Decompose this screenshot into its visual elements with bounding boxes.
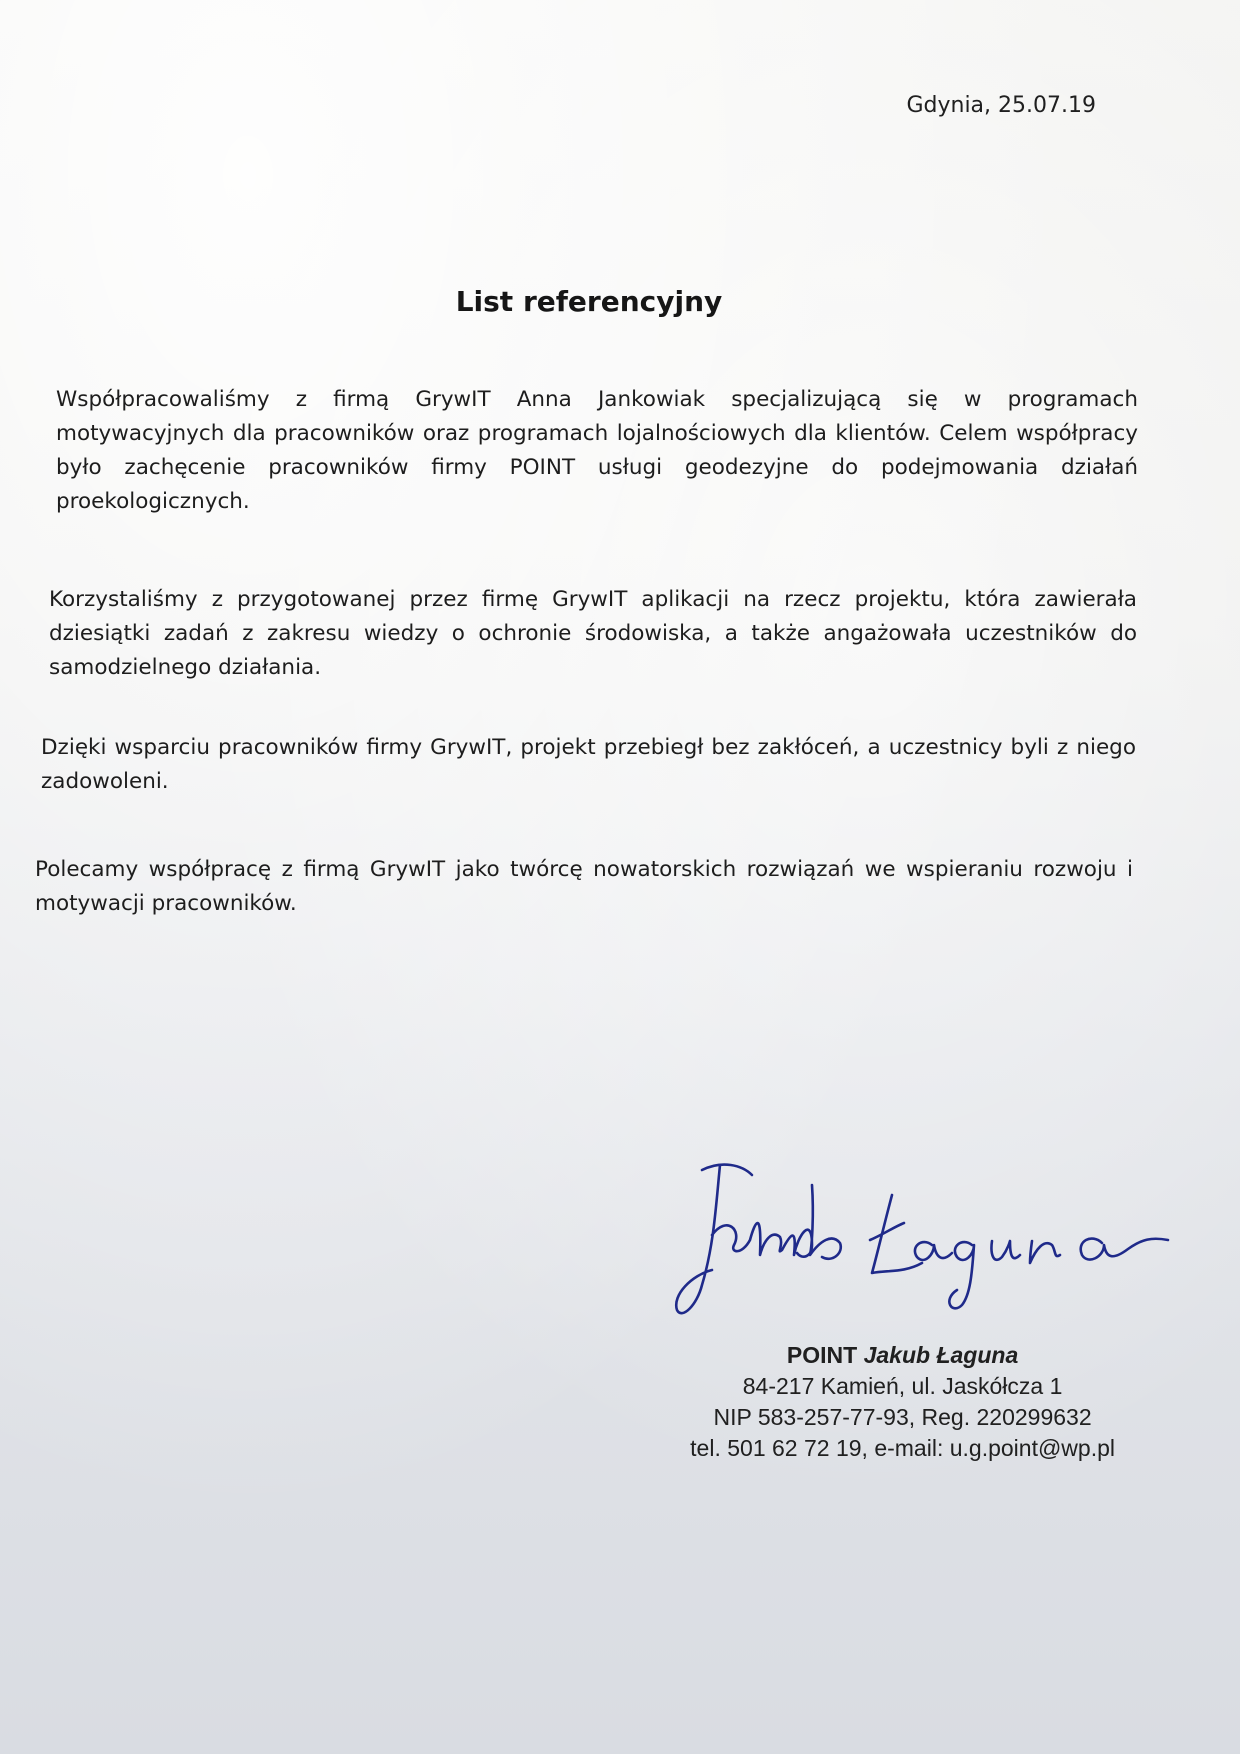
handwritten-signature — [672, 1145, 1172, 1325]
signer-block — [690, 1340, 1115, 1464]
paragraph-3: Dzięki wsparciu pracowników firmy GrywIT, projekt przebiegł bez zakłóceń, a uczestnicy byli z niego zadowoleni. — [41, 735, 1136, 794]
letter-date: Gdynia, 25.07.19 — [906, 93, 1096, 118]
paragraph-2: Korzystaliśmy z przygotowanej przez firmę GrywIT aplikacji na rzecz projektu, która zawierała dziesiątki zadań z zakresu wiedzy o ochronie środowiska, a także angażowała uczestników do samodzielnego działania. — [49, 587, 1137, 680]
signer-registration: NIP 583-257-77-93, Reg. 220299632 — [713, 1404, 1092, 1430]
letter-title: List referencyjny — [455, 285, 723, 318]
signer-person: Jakub Łaguna — [863, 1342, 1019, 1368]
signer-company: POINT — [786, 1342, 864, 1368]
paragraph-4: Polecamy współpracę z firmą GrywIT jako twórcę nowatorskich rozwiązań we wspieraniu rozwoju i motywacji pracowników. — [35, 857, 1133, 916]
signer-name-line — [690, 1340, 1115, 1371]
signer-address: 84-217 Kamień, ul. Jaskółcza 1 — [742, 1373, 1063, 1399]
signer-contact: tel. 501 62 72 19, e-mail: u.g.point@wp.pl — [690, 1435, 1115, 1461]
paragraph-1: Współpracowaliśmy z firmą GrywIT Anna Jankowiak specjalizującą się w programach motywacyjnych dla pracowników oraz programach lojalnościowych dla klientów. Celem współpracy było zachęcenie pracowników firmy POINT usługi geodezyjne do podejmowania działań proekologicznych. — [56, 387, 1138, 514]
